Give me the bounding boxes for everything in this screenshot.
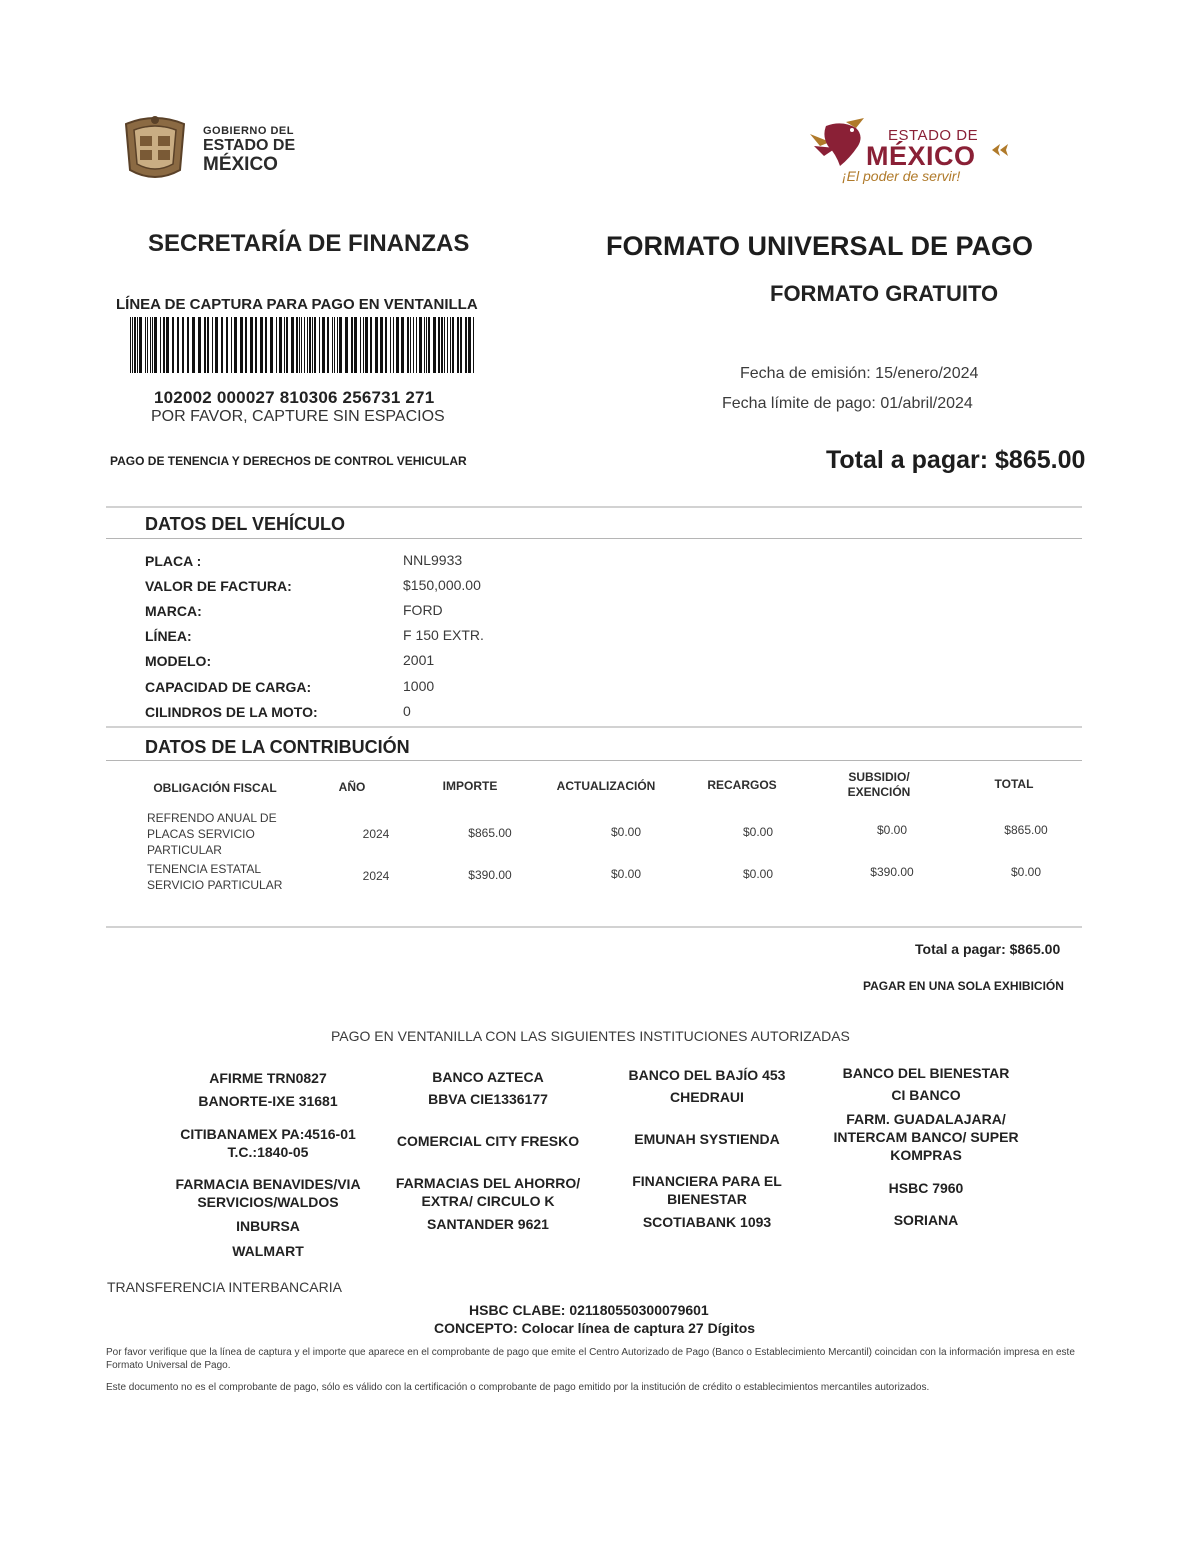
pago-concepto: PAGO DE TENENCIA Y DERECHOS DE CONTROL VEHICULAR <box>110 454 467 468</box>
divider <box>106 506 1082 508</box>
col-header-importe: IMPORTE <box>442 779 498 793</box>
gobierno-line-2: ESTADO DE <box>203 137 296 154</box>
hsbc-clabe: HSBC CLABE: 021180550300079601 <box>469 1302 709 1318</box>
barcode-bar <box>182 317 184 373</box>
barcode-bar <box>187 317 189 373</box>
barcode-bar <box>465 317 467 373</box>
barcode-bar <box>231 317 232 373</box>
barcode-bar <box>385 317 387 373</box>
vehiculo-label-marca: MARCA: <box>145 603 202 619</box>
total-a-pagar: Total a pagar: $865.00 <box>826 446 1086 474</box>
row2-actualizacion: $0.00 <box>610 867 642 881</box>
vehiculo-value-marca: FORD <box>403 602 443 618</box>
barcode-bar <box>393 317 394 373</box>
brand-slogan: ¡El poder de servir! <box>842 168 961 184</box>
formato-subtitle: FORMATO GRATUITO <box>770 281 999 306</box>
gobierno-line-1: GOBIERNO DEL <box>203 125 294 137</box>
barcode-bar <box>286 317 288 373</box>
barcode-bar <box>438 317 440 373</box>
barcode-bar <box>245 317 247 373</box>
barcode-bar <box>351 317 353 373</box>
barcode-bar <box>279 317 282 373</box>
barcode-bar <box>370 317 372 373</box>
barcode-bar <box>137 317 138 373</box>
bank-item: INBURSA <box>236 1218 300 1234</box>
barcode-bar <box>291 317 294 373</box>
barcode-bar <box>334 317 335 373</box>
bank-item: FARMACIAS DEL AHORRO/ EXTRA/ CIRCULO K <box>395 1175 581 1209</box>
barcode-bar <box>307 317 308 373</box>
barcode-bar <box>322 317 325 373</box>
vehiculo-value-linea: F 150 EXTR. <box>403 627 484 643</box>
divider <box>106 926 1082 928</box>
barcode-bar <box>363 317 364 373</box>
col-header-total: TOTAL <box>994 777 1034 791</box>
barcode-bar <box>360 317 361 373</box>
barcode-bar <box>407 317 409 373</box>
barcode-bar <box>416 317 417 373</box>
barcode-bar <box>212 317 213 373</box>
bank-item: BBVA CIE1336177 <box>428 1091 548 1107</box>
col-header-actualizacion: ACTUALIZACIÓN <box>556 779 656 793</box>
row1-importe: $865.00 <box>468 826 512 840</box>
barcode-bar <box>390 317 391 373</box>
bank-item: HSBC 7960 <box>888 1180 964 1196</box>
barcode-bar <box>327 317 329 373</box>
linea-captura-note: POR FAVOR, CAPTURE SIN ESPACIOS <box>151 408 445 425</box>
transferencia-concepto: CONCEPTO: Colocar línea de captura 27 Dígitos <box>434 1320 756 1336</box>
bank-item: SCOTIABANK 1093 <box>642 1214 772 1230</box>
barcode <box>128 317 478 373</box>
barcode-bar <box>460 317 462 373</box>
barcode-bar <box>221 317 223 373</box>
bank-item: FARMACIA BENAVIDES/VIA SERVICIOS/WALDOS <box>175 1176 361 1210</box>
barcode-bar <box>401 317 404 373</box>
barcode-bar <box>204 317 206 373</box>
footer-note-2: Este documento no es el comprobante de pago, sólo es válido con la certificación o comprobante de pago emitido por la institución de crédito o establecimientos mercantiles autorizados. <box>106 1382 930 1393</box>
barcode-bar <box>207 317 209 373</box>
secretaria-title: SECRETARÍA DE FINANZAS <box>148 230 470 257</box>
barcode-bar <box>145 317 146 373</box>
brand-estado-de: ESTADO DE <box>888 127 979 144</box>
row1-recargos: $0.00 <box>742 825 774 839</box>
barcode-bar <box>265 317 267 373</box>
barcode-bar <box>147 317 148 373</box>
linea-captura-title: LÍNEA DE CAPTURA PARA PAGO EN VENTANILLA <box>116 296 478 313</box>
formato-title: FORMATO UNIVERSAL DE PAGO <box>606 231 1034 261</box>
barcode-bar <box>419 317 422 373</box>
bank-item: SORIANA <box>893 1212 959 1228</box>
vehiculo-label-placa: PLACA : <box>145 553 202 569</box>
vehiculo-value-placa: NNL9933 <box>403 552 463 568</box>
vehiculo-label-cilindros: CILINDROS DE LA MOTO: <box>145 704 318 720</box>
divider <box>106 726 1082 728</box>
barcode-bar <box>132 317 133 373</box>
fecha-limite: Fecha límite de pago: 01/abril/2024 <box>722 395 973 412</box>
col-header-subsidio: SUBSIDIO/ EXENCIÓN <box>847 770 911 799</box>
vehiculo-value-modelo: 2001 <box>403 652 435 668</box>
barcode-bar <box>375 317 378 373</box>
estado-de-mexico-seal <box>118 114 192 180</box>
barcode-bar <box>345 317 348 373</box>
barcode-bar <box>240 317 243 373</box>
barcode-bar <box>441 317 443 373</box>
brand-mexico: MÉXICO <box>866 141 976 171</box>
barcode-bar <box>226 317 228 373</box>
row2-subsidio: $390.00 <box>870 865 914 879</box>
col-header-obligacion: OBLIGACIÓN FISCAL <box>153 781 277 795</box>
barcode-bar <box>163 317 165 373</box>
row1-anio: 2024 <box>362 827 390 841</box>
barcode-bar <box>396 317 399 373</box>
barcode-bar <box>270 317 273 373</box>
barcode-bar <box>139 317 142 373</box>
vehiculo-label-valor: VALOR DE FACTURA: <box>145 578 292 594</box>
barcode-bar <box>152 317 153 373</box>
barcode-bar <box>332 317 333 373</box>
barcode-bar <box>215 317 218 373</box>
barcode-bar <box>380 317 383 373</box>
bank-item: BANCO DEL BIENESTAR <box>842 1065 1010 1081</box>
row2-recargos: $0.00 <box>742 867 774 881</box>
barcode-bar <box>260 317 263 373</box>
bank-item: BANORTE-IXE 31681 <box>198 1093 338 1109</box>
barcode-bar <box>319 317 320 373</box>
gobierno-line-3: MÉXICO <box>203 154 278 175</box>
total-a-pagar-bottom: Total a pagar: $865.00 <box>915 941 1061 957</box>
bank-item: BANCO AZTECA <box>432 1069 544 1085</box>
barcode-bar <box>447 317 448 373</box>
barcode-bar <box>426 317 427 373</box>
bank-item: COMERCIAL CITY FRESKO <box>396 1133 580 1149</box>
barcode-bar <box>160 317 161 373</box>
barcode-bar <box>198 317 201 373</box>
barcode-bar <box>413 317 414 373</box>
vehiculo-label-capacidad: CAPACIDAD DE CARGA: <box>145 679 312 695</box>
bank-item: AFIRME TRN0827 <box>209 1070 327 1086</box>
fecha-emision: Fecha de emisión: 15/enero/2024 <box>740 365 979 382</box>
barcode-bar <box>410 317 411 373</box>
barcode-bar <box>452 317 454 373</box>
barcode-bar <box>473 317 474 373</box>
barcode-bar <box>250 317 253 373</box>
barcode-bar <box>177 317 179 373</box>
barcode-bar <box>154 317 157 373</box>
row2-total: $0.00 <box>1010 865 1042 879</box>
barcode-bar <box>337 317 338 373</box>
barcode-bar <box>172 317 174 373</box>
barcode-bar <box>276 317 277 373</box>
bank-item: SANTANDER 9621 <box>427 1216 549 1232</box>
row1-obligacion: REFRENDO ANUAL DE PLACAS SERVICIO PARTICULAR <box>147 811 277 857</box>
barcode-bar <box>134 317 136 373</box>
col-header-anio: AÑO <box>338 780 366 794</box>
vehiculo-label-linea: LÍNEA: <box>145 628 192 644</box>
bank-item: CHEDRAUI <box>670 1089 744 1105</box>
row1-actualizacion: $0.00 <box>610 825 642 839</box>
barcode-bar <box>468 317 471 373</box>
barcode-bar <box>166 317 169 373</box>
barcode-bar <box>450 317 451 373</box>
barcode-bar <box>255 317 257 373</box>
vehiculo-label-modelo: MODELO: <box>145 653 212 669</box>
vehiculo-section-title: DATOS DEL VEHÍCULO <box>145 514 346 534</box>
barcode-bar <box>444 317 445 373</box>
barcode-bar <box>424 317 425 373</box>
barcode-bar <box>312 317 313 373</box>
divider <box>106 538 1082 539</box>
barcode-bar <box>309 317 311 373</box>
col-header-recargos: RECARGOS <box>707 778 777 792</box>
sola-exhibicion: PAGAR EN UNA SOLA EXHIBICIÓN <box>863 979 1064 993</box>
barcode-bar <box>304 317 305 373</box>
vehiculo-value-cilindros: 0 <box>403 703 411 719</box>
barcode-bar <box>296 317 298 373</box>
divider <box>106 760 1082 761</box>
barcode-bar <box>314 317 316 373</box>
bank-item: WALMART <box>232 1243 304 1259</box>
bank-item: BANCO DEL BAJÍO 453 <box>628 1067 786 1083</box>
row1-subsidio: $0.00 <box>876 823 908 837</box>
barcode-bar <box>457 317 459 373</box>
barcode-bar <box>284 317 285 373</box>
row2-obligacion: TENENCIA ESTATAL SERVICIO PARTICULAR <box>147 862 283 892</box>
vehiculo-value-capacidad: 1000 <box>403 678 435 694</box>
contribucion-section-title: DATOS DE LA CONTRIBUCIÓN <box>145 737 410 757</box>
row1-total: $865.00 <box>1004 823 1048 837</box>
vehiculo-value-valor: $150,000.00 <box>403 577 481 593</box>
barcode-bar <box>234 317 237 373</box>
bank-item: CI BANCO <box>891 1087 961 1103</box>
linea-captura-number: 102002 000027 810306 256731 271 <box>154 388 435 407</box>
barcode-bar <box>428 317 430 373</box>
barcode-bar <box>339 317 342 373</box>
row2-anio: 2024 <box>362 869 390 883</box>
gobierno-logo-text <box>203 126 295 174</box>
bank-item: FINANCIERA PARA EL BIENESTAR <box>632 1173 782 1207</box>
transferencia-title: TRANSFERENCIA INTERBANCARIA <box>107 1279 342 1295</box>
barcode-bar <box>192 317 195 373</box>
barcode-bar <box>365 317 368 373</box>
instituciones-title: PAGO EN VENTANILLA CON LAS SIGUIENTES INSTITUCIONES AUTORIZADAS <box>331 1028 850 1044</box>
barcode-bar <box>433 317 436 373</box>
bank-item: EMUNAH SYSTIENDA <box>634 1131 780 1147</box>
footer-note-1: Por favor verifique que la línea de captura y el importe que aparece en el comprobante de pago que emite el Centro Autorizado de Pago (Banco o Establecimiento Mercantil) coincidan con la información impresa en este Formato Universal de Pago. <box>106 1347 1075 1371</box>
barcode-bar <box>301 317 302 373</box>
barcode-bar <box>354 317 357 373</box>
barcode-bar <box>299 317 300 373</box>
bank-item: FARM. GUADALAJARA/ INTERCAM BANCO/ SUPER KOMPRAS <box>833 1111 1019 1163</box>
row2-importe: $390.00 <box>468 868 512 882</box>
barcode-bar <box>150 317 151 373</box>
bank-item: CITIBANAMEX PA:4516-01 T.C.:1840-05 <box>180 1126 356 1160</box>
barcode-bar <box>130 317 131 373</box>
